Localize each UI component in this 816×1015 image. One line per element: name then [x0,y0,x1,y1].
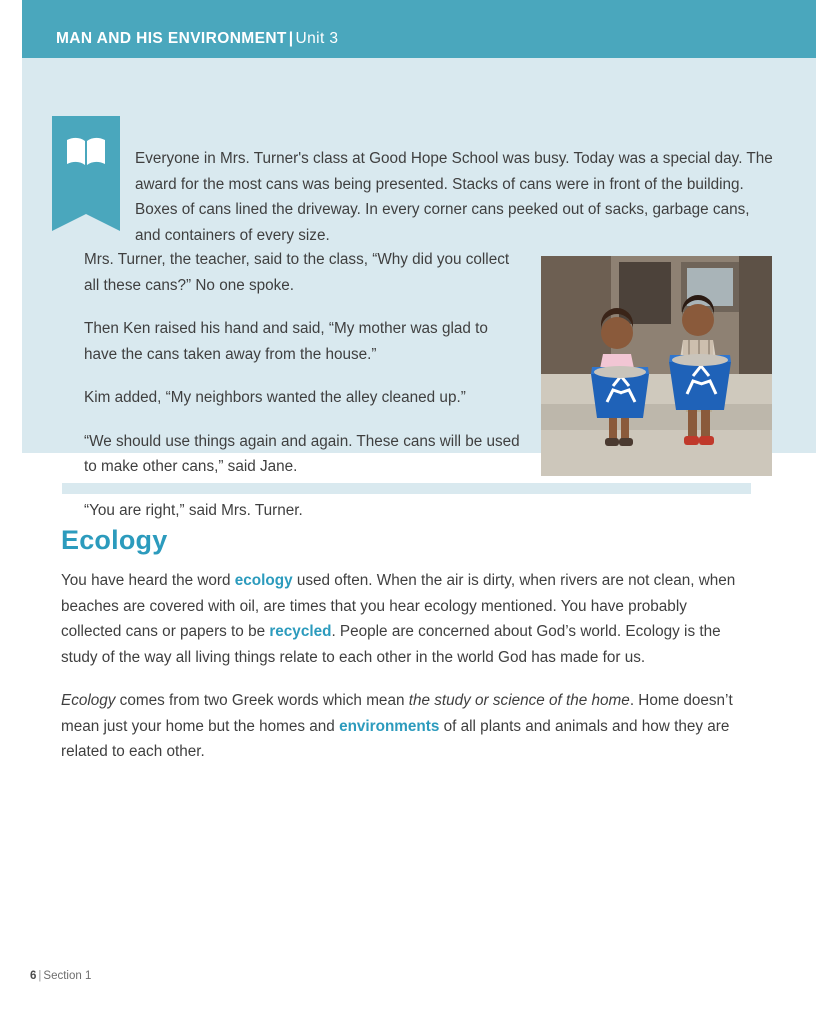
open-book-icon [65,136,107,168]
story-photo [541,256,772,476]
header-title: MAN AND HIS ENVIRONMENT [56,30,287,47]
page-footer [30,970,91,982]
body-paragraph-2 [61,688,751,765]
footer-separator: | [38,970,42,982]
page-number: 6 [30,970,37,982]
text-run: . People are concerned about God’s world. Ecology is the study of the way all living things relate to each other in the world God has made for us. [61,623,721,666]
body-paragraph-1 [61,568,751,670]
italic-definition: the study or science of the home [408,692,630,709]
text-run: of all plants and animals and how they are related to each other. [61,717,730,760]
footer-section-label: Section 1 [43,970,92,982]
story-intro-paragraph: Everyone in Mrs. Turner's class at Good Hope School was busy. Today was a special day. The award for the most cans was being presented. Stacks of cans were in front of the building. Boxes of cans lined the driveway. In every corner cans peeked out of sacks, garbage cans, and containers of every size. [135,150,773,244]
story-paragraph: Kim added, “My neighbors wanted the alley cleaned up.” [84,389,466,406]
story-paragraph: “We should use things again and again. These cans will be used to make other cans,” said Jane. [84,432,520,475]
story-paragraph: Mrs. Turner, the teacher, said to the class, “Why did you collect all these cans?” No one spoke. [84,251,510,294]
header-text [56,30,338,48]
text-run: . Home doesn’t mean just your home but the homes and [61,692,733,735]
story-paragraph: “You are right,” said Mrs. Turner. [84,501,303,519]
text-run: used often. When the air is dirty, when rivers are not clean, when beaches are covered with oil, are times that you hear ecology mentioned. You have probably collected cans or papers to be [61,572,736,640]
story-panel [22,58,816,519]
keyword-recycled: recycled [269,623,332,640]
keyword-environments: environments [339,717,440,735]
section-divider [62,483,751,494]
text-run: comes from two Greek words which mean [115,692,409,709]
page-header [22,0,816,58]
left-margin-rail [0,0,22,1015]
header-separator: | [288,30,294,47]
italic-ecology: Ecology [61,692,116,709]
section-title: Ecology [61,525,168,555]
recycling-children-photo [541,256,772,476]
bookmark-ribbon [52,116,120,214]
story-paragraph: Then Ken raised his hand and said, “My mother was glad to have the cans taken away from the house.” [84,320,488,363]
header-unit: Unit 3 [295,30,339,47]
keyword-ecology: ecology [234,572,293,589]
section-body [61,568,751,783]
text-run: You have heard the word [61,572,235,589]
story-dialog-column [84,247,524,541]
